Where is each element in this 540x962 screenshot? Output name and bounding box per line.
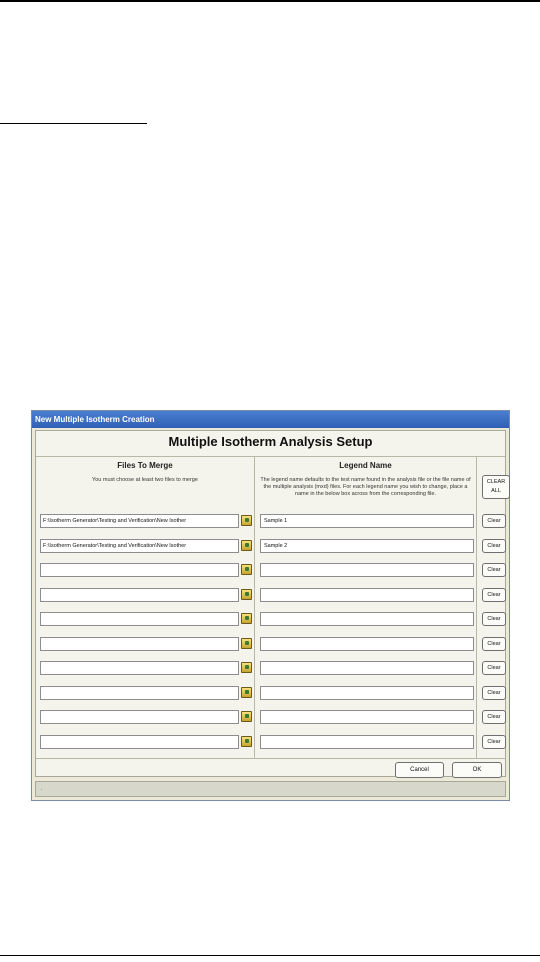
- file-path-input[interactable]: [40, 735, 239, 749]
- browse-folder-icon[interactable]: [241, 662, 252, 673]
- file-path-input[interactable]: [40, 710, 239, 724]
- file-path-input[interactable]: [40, 612, 239, 626]
- dialog-heading: Multiple Isotherm Analysis Setup: [168, 434, 373, 449]
- clear-button[interactable]: Clear: [482, 661, 506, 675]
- file-path-input[interactable]: [40, 637, 239, 651]
- setup-panel: [35, 430, 506, 777]
- file-row: [36, 539, 515, 555]
- window-title: New Multiple Isotherm Creation: [32, 411, 509, 428]
- divider: [36, 758, 505, 759]
- bottom-rule: [0, 955, 540, 956]
- clear-all-button[interactable]: CLEAR ALL: [482, 475, 510, 499]
- file-path-input[interactable]: [40, 661, 239, 675]
- short-rule: [0, 123, 147, 124]
- legend-name-input[interactable]: Sample 1: [260, 514, 474, 528]
- dialog-window: [31, 410, 510, 801]
- browse-folder-icon[interactable]: [241, 515, 252, 526]
- files-column-note: You must choose at least two files to merge: [92, 477, 198, 483]
- browse-folder-icon[interactable]: [241, 613, 252, 624]
- file-row: [36, 637, 515, 653]
- divider: [36, 456, 505, 457]
- browse-folder-icon[interactable]: [241, 589, 252, 600]
- ok-button[interactable]: OK: [452, 762, 502, 778]
- clear-button[interactable]: Clear: [482, 612, 506, 626]
- file-row: [36, 661, 515, 677]
- file-row: [36, 588, 515, 604]
- browse-folder-icon[interactable]: [241, 564, 252, 575]
- file-path-input[interactable]: F:\Isotherm Generator\Testing and Verification\New Isother: [40, 539, 239, 553]
- legend-name-input[interactable]: [260, 588, 474, 602]
- file-row: [36, 514, 515, 530]
- clear-button[interactable]: Clear: [482, 563, 506, 577]
- files-column-header: Files To Merge: [117, 461, 173, 470]
- clear-button[interactable]: Clear: [482, 686, 506, 700]
- file-path-input[interactable]: [40, 563, 239, 577]
- legend-name-input[interactable]: [260, 563, 474, 577]
- browse-folder-icon[interactable]: [241, 638, 252, 649]
- file-row: [36, 612, 515, 628]
- legend-column-header: Legend Name: [339, 461, 392, 470]
- cancel-button[interactable]: Cancel: [395, 762, 444, 778]
- status-bar: .: [35, 781, 506, 797]
- legend-name-input[interactable]: [260, 612, 474, 626]
- file-row: [36, 735, 515, 751]
- clear-button[interactable]: Clear: [482, 539, 506, 553]
- legend-name-input[interactable]: [260, 637, 474, 651]
- clear-button[interactable]: Clear: [482, 514, 506, 528]
- browse-folder-icon[interactable]: [241, 687, 252, 698]
- legend-name-input[interactable]: [260, 686, 474, 700]
- legend-name-input[interactable]: [260, 710, 474, 724]
- file-row: [36, 563, 515, 579]
- clear-button[interactable]: Clear: [482, 710, 506, 724]
- top-rule: [0, 0, 540, 2]
- file-row: [36, 686, 515, 702]
- file-path-input[interactable]: [40, 588, 239, 602]
- clear-button[interactable]: Clear: [482, 735, 506, 749]
- browse-folder-icon[interactable]: [241, 736, 252, 747]
- legend-name-input[interactable]: [260, 735, 474, 749]
- clear-button[interactable]: Clear: [482, 637, 506, 651]
- legend-column-note: The legend name defaults to the test name found in the analysis file or the file name of the multiple analysis (mxd) files. For each legend name you wish to change, place a name in the below box across from the corresponding file.: [260, 477, 471, 497]
- legend-name-input[interactable]: Sample 2: [260, 539, 474, 553]
- file-path-input[interactable]: F:\Isotherm Generator\Testing and Verification\New Isother: [40, 514, 239, 528]
- browse-folder-icon[interactable]: [241, 711, 252, 722]
- file-row: [36, 710, 515, 726]
- legend-name-input[interactable]: [260, 661, 474, 675]
- clear-button[interactable]: Clear: [482, 588, 506, 602]
- file-path-input[interactable]: [40, 686, 239, 700]
- browse-folder-icon[interactable]: [241, 540, 252, 551]
